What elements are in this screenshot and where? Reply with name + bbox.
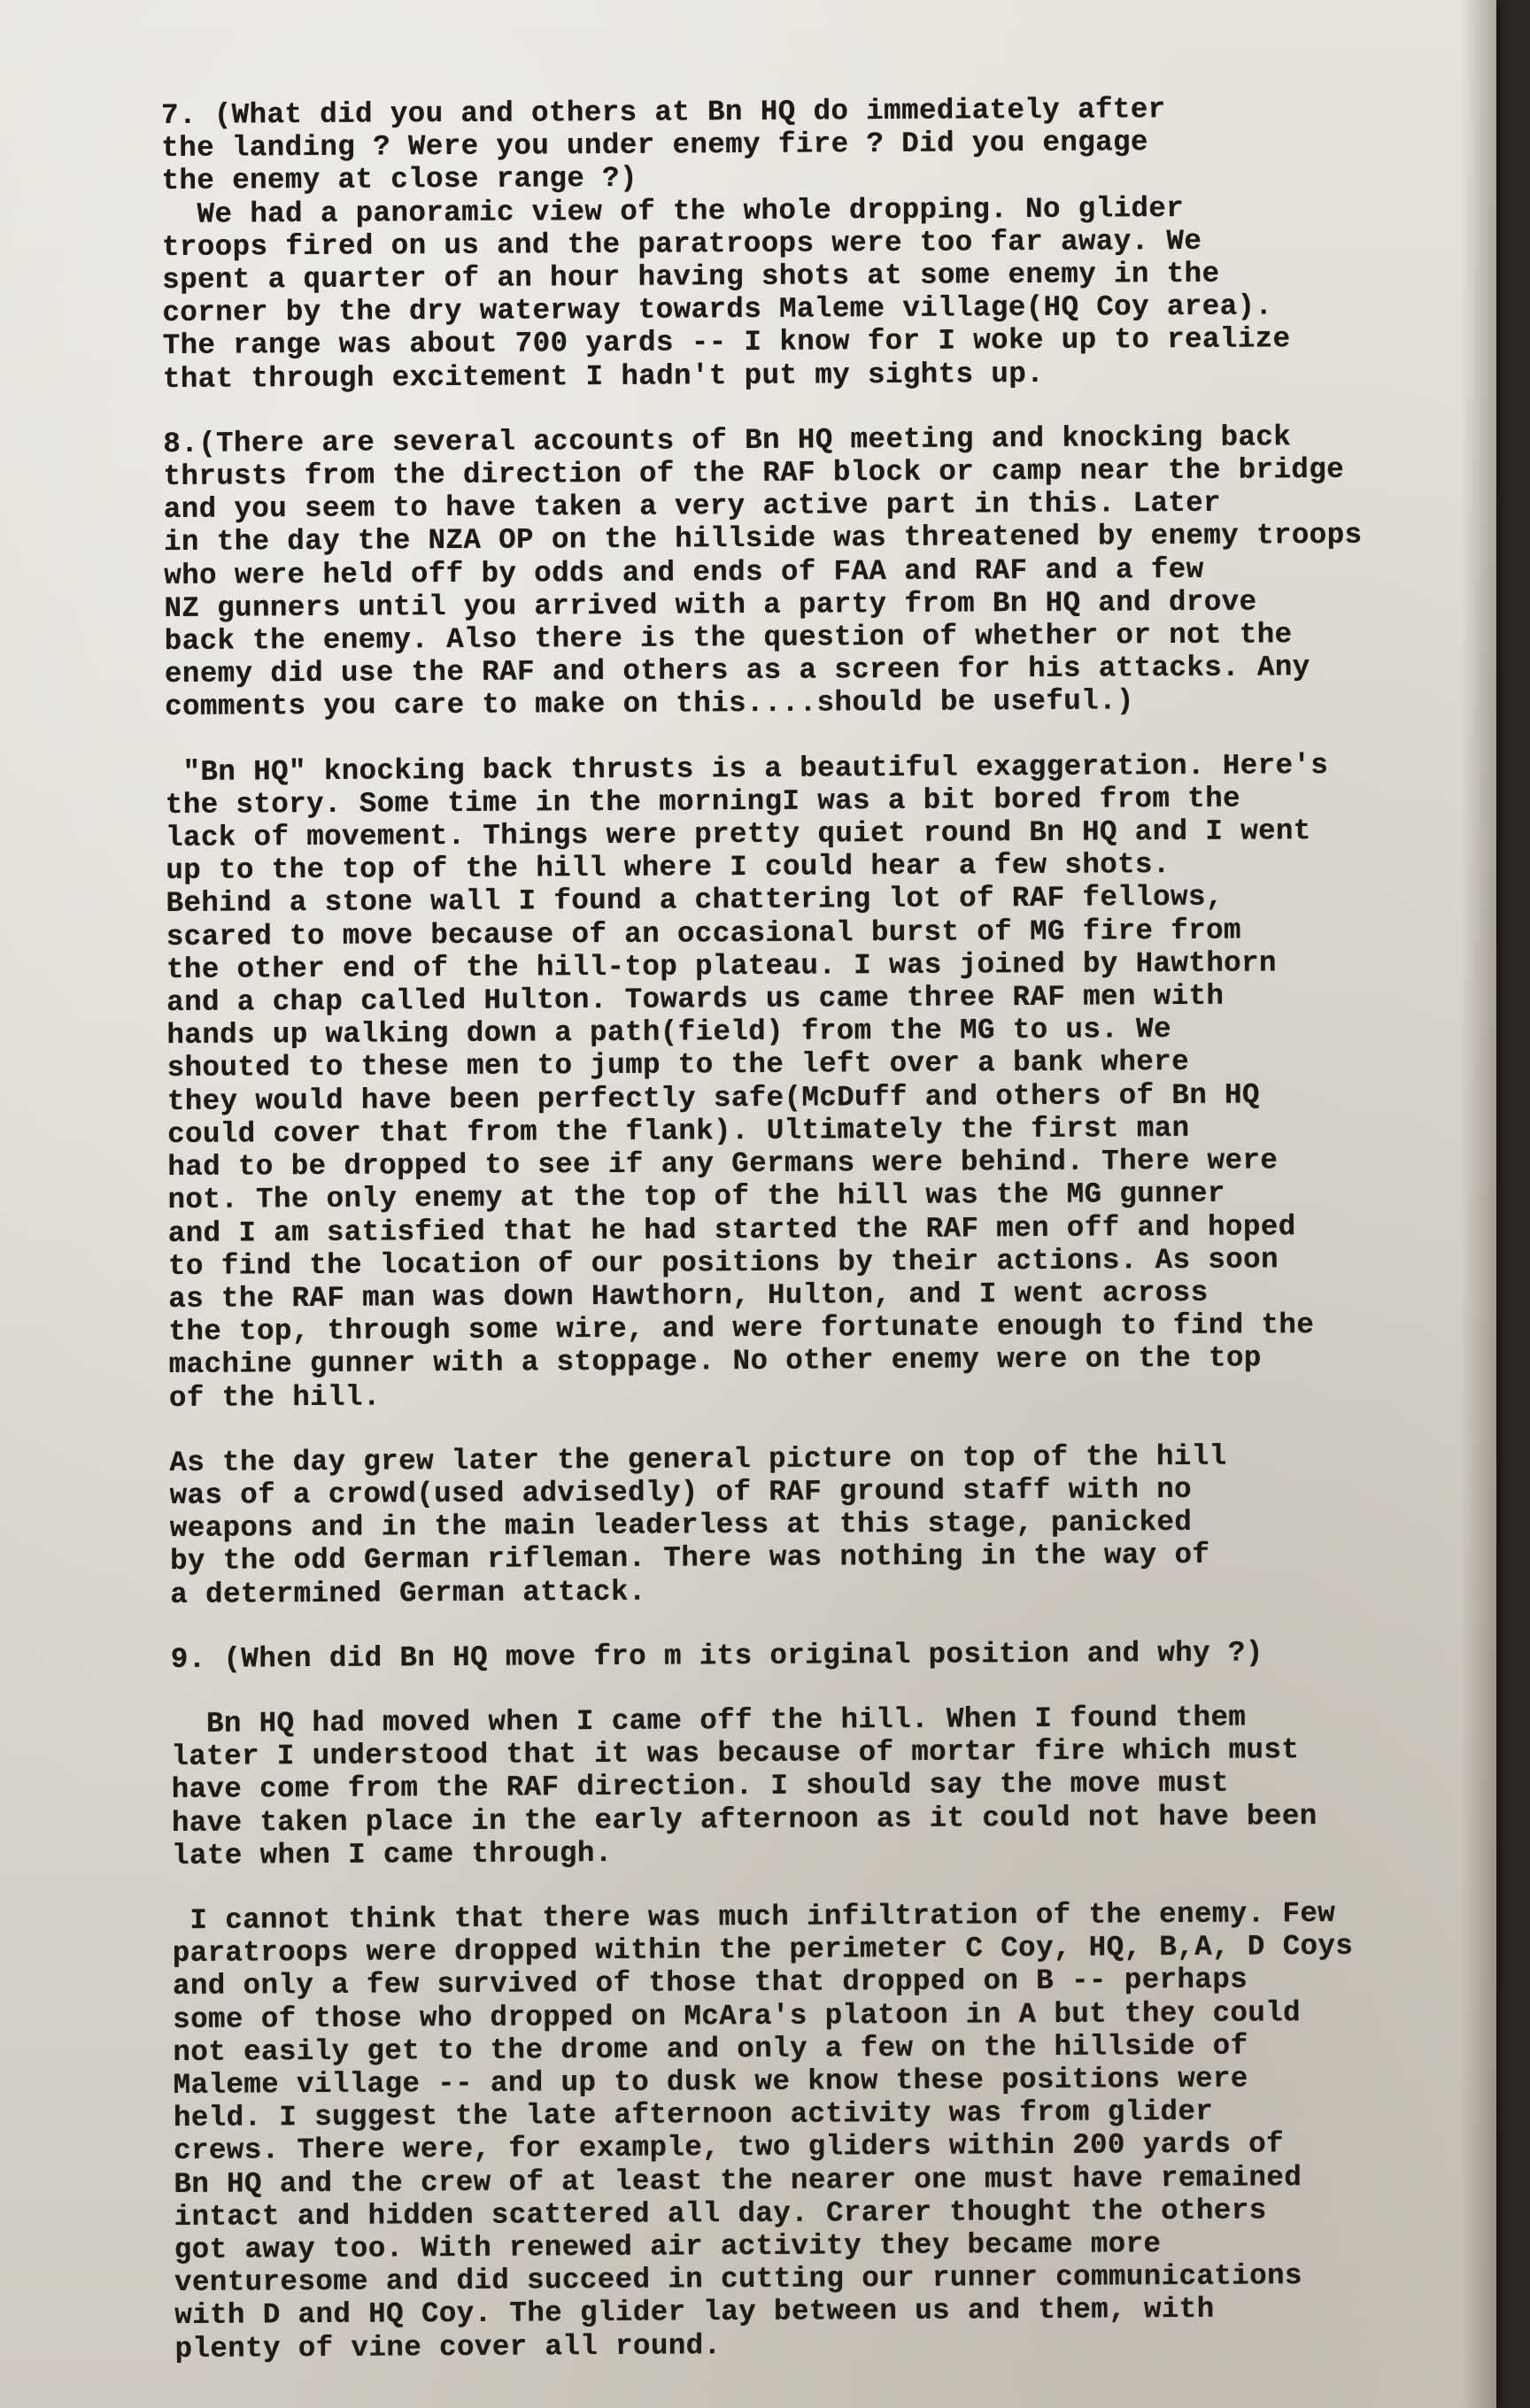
text-line: got away too. With renewed air activity they became more xyxy=(174,2227,1162,2266)
text-line: in the day the NZA OP on the hillside was threatened by enemy troops xyxy=(163,519,1363,560)
closing-paragraph xyxy=(172,1896,1503,2366)
text-line: venturesome and did succeed in cutting our runner communications xyxy=(174,2259,1302,2300)
answer-7 xyxy=(162,189,1491,395)
text-line: "Bn HQ" knocking back thrusts is a beautiful exaggeration. Here's xyxy=(165,748,1329,789)
text-line: I cannot think that there was much infiltration of the enemy. Few xyxy=(172,1896,1336,1937)
text-line: As the day grew later the general picture on top of the hill xyxy=(169,1439,1227,1479)
text-line: crews. There were, for example, two gliders within 200 yards of xyxy=(174,2127,1285,2168)
text-line: to find the location of our positions by their actions. As soon xyxy=(167,1243,1279,1283)
text-line: enemy did use the RAF and others as a screen for his attacks. Any xyxy=(164,651,1310,691)
typewritten-text xyxy=(161,91,1503,2366)
text-line: Bn HQ had moved when I came off the hill. When I found them xyxy=(171,1701,1247,1740)
text-line: scared to move because of an occasional burst of MG fire from xyxy=(166,914,1241,953)
text-line: machine gunner with a stoppage. No other enemy were on the top xyxy=(168,1341,1262,1382)
text-line: The range was about 700 yards -- I know for I woke up to realize xyxy=(162,322,1291,363)
text-line: have taken place in the early afternoon as it could not have been xyxy=(171,1799,1318,1840)
text-line: who were held off by odds and ends of FAA and RAF and a few xyxy=(164,552,1204,592)
text-line: could cover that from the flank). Ultimately the first man xyxy=(167,1111,1190,1151)
text-line: 7. (What did you and others at Bn HQ do immediately after xyxy=(161,93,1166,132)
text-line: weapons and in the main leaderless at this stage, panicked xyxy=(169,1506,1193,1546)
text-line: paratroops were dropped within the perimeter C Coy, HQ, B,A, D Coys xyxy=(172,1929,1354,1971)
text-line: with D and HQ Coy. The glider lay between us and them, with xyxy=(174,2293,1215,2333)
text-line: troops fired on us and the paratroops were too far away. We xyxy=(161,224,1202,264)
answer-9 xyxy=(171,1700,1500,1872)
text-line: plenty of vine cover all round. xyxy=(174,2328,722,2366)
text-line: corner by the dry waterway towards Maleme village(HQ Coy area). xyxy=(162,289,1273,330)
text-line: was of a crowd(used advisedly) of RAF ground staff with no xyxy=(169,1472,1193,1512)
text-line: the story. Some time in the morningI was a bit bored from the xyxy=(165,782,1241,822)
text-line: that through excitement I hadn't put my sights up. xyxy=(162,357,1045,396)
text-line: as the RAF man was down Hawthorn, Hulton, and I went across xyxy=(168,1276,1209,1316)
text-line: late when I came through. xyxy=(172,1836,613,1872)
text-line: back the enemy. Also there is the question of whether or not the xyxy=(164,618,1293,659)
question-7 xyxy=(161,91,1490,198)
text-line: of the hill. xyxy=(168,1380,381,1415)
answer-8-part-1 xyxy=(166,747,1498,1414)
text-line: hands up walking down a path(field) from the MG to us. We xyxy=(166,1013,1172,1053)
text-line: later I understood that it was because of mortar fire which must xyxy=(171,1733,1300,1774)
text-line: the landing ? Were you under enemy fire ? Did you engage xyxy=(161,126,1149,166)
text-line: not. The only enemy at the top of the hill was the MG gunner xyxy=(167,1177,1225,1217)
text-line: have come from the RAF direction. I should say the move must xyxy=(171,1767,1229,1807)
text-line: some of those who dropped on McAra's platoon in A but they could xyxy=(173,1995,1302,2036)
text-line: 8.(There are several accounts of Bn HQ meeting and knocking back xyxy=(163,421,1292,460)
answer-8-part-2 xyxy=(169,1439,1498,1611)
text-line: Bn HQ and the crew of at least the nearer one must have remained xyxy=(174,2160,1302,2201)
text-line: had to be dropped to see if any Germans were behind. There were xyxy=(167,1144,1279,1185)
text-line: comments you care to make on this....should be useful.) xyxy=(165,684,1134,724)
text-line: shouted to these men to jump to the left over a bank where xyxy=(166,1046,1190,1085)
text-line: intact and hidden scattered all day. Crarer thought the others xyxy=(174,2194,1267,2234)
text-line: they would have been perfectly safe(McDuff and others of Bn HQ xyxy=(166,1078,1261,1118)
text-line: spent a quarter of an hour having shots at some enemy in the xyxy=(162,257,1220,297)
text-line: and a chap called Hulton. Towards us came three RAF men with xyxy=(166,979,1225,1020)
text-line: the top, through some wire, and were fortunate enough to find the xyxy=(168,1308,1315,1349)
text-line: Maleme village -- and up to dusk we know these positions were xyxy=(173,2062,1248,2102)
text-line: a determined German attack. xyxy=(170,1575,646,1611)
text-line: and only a few survived of those that dropped on B -- perhaps xyxy=(172,1963,1248,2003)
text-line: held. I suggest the late afternoon activity was from glider xyxy=(173,2095,1214,2135)
text-line: up to the top of the hill where I could hear a few shots. xyxy=(166,848,1171,888)
text-line: the other end of the hill-top plateau. I was joined by Hawthorn xyxy=(166,946,1278,986)
text-line: Behind a stone wall I found a chattering lot of RAF fellows, xyxy=(166,881,1224,921)
text-line: the enemy at close range ?) xyxy=(161,162,638,198)
text-line: lack of movement. Things were pretty quiet round Bn HQ and I went xyxy=(165,814,1311,855)
question-8 xyxy=(163,420,1493,724)
text-line: NZ gunners until you arrived with a party from Bn HQ and drove xyxy=(164,585,1257,625)
text-line: by the odd German rifleman. There was nothing in the way of xyxy=(169,1539,1210,1578)
text-line: and I am satisfied that he had started the RAF men off and hoped xyxy=(167,1209,1296,1250)
text-line: not easily get to the drome and only a few on the hillside of xyxy=(173,2029,1248,2069)
text-line: We had a panoramic view of the whole dropping. No glider xyxy=(161,191,1185,231)
text-line: 9. (When did Bn HQ move fro m its original position and why ?) xyxy=(170,1636,1263,1676)
text-line: thrusts from the direction of the RAF block or camp near the bridge xyxy=(163,452,1345,494)
text-line: and you seem to have taken a very active part in this. Later xyxy=(163,486,1222,527)
